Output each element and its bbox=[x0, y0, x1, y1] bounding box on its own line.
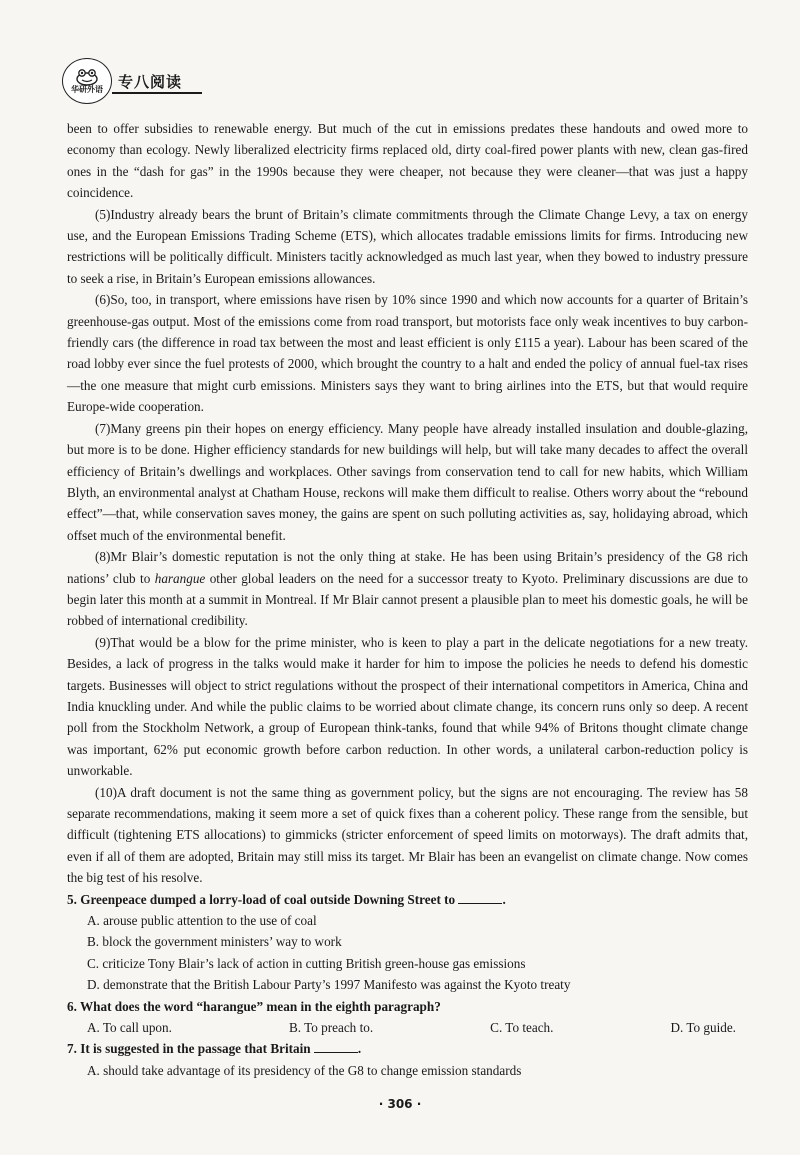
paragraph-8-before: (8)Mr Blair’s domestic reputation is not the only thing at stake. He has been using Britain’s presidency of the G8 rich nations’ club to bbox=[67, 549, 748, 586]
answer-blank bbox=[314, 1040, 358, 1053]
question-6-option-d: D. To guide. bbox=[670, 1020, 736, 1036]
paragraph-continuation: been to offer subsidies to renewable energy. But much of the cut in emissions predates these handouts and owed more to economy than ecology. Newly liberalized electricity firms replaced old, dirty coal-fired power plants with new, clean gas-fired ones in the “dash for gas” in the 1990s because they were cheaper, not because they were cleaner—that was just a happy coincidence. bbox=[67, 121, 748, 201]
series-title: 专八阅读 bbox=[118, 72, 183, 91]
question-5-end: . bbox=[502, 891, 506, 907]
header-divider bbox=[112, 92, 202, 94]
question-7-end: . bbox=[357, 1041, 362, 1057]
page-header bbox=[62, 58, 182, 104]
paragraph-8 bbox=[67, 546, 748, 632]
question-6-option-a: A. To call upon. bbox=[87, 1020, 172, 1036]
publisher-logo bbox=[62, 58, 112, 104]
paragraph-9: (9)That would be a blow for the prime minister, who is keen to play a part in the delicate negotiations for a new treaty. Besides, a lack of progress in the talks would make it harder for him to impose the policies he needs to defend his domestic targets. Businesses will object to strict regulations without the prospect of their international competitors in America, China and India knuckling under. And while the public claims to be worried about climate change, its concern runs only so deep. A recent poll from the Stockholm Network, a group of European think-tanks, found that while 94% of Britons thought climate change was important, 62% put economic growth before carbon reduction. In other words, a unilateral carbon-reduction policy is unworkable. bbox=[67, 634, 748, 779]
question-5-stem: 5. Greenpeace dumped a lorry-load of coal outside Downing Street to bbox=[67, 891, 456, 907]
question-5-option-a: A. arouse public attention to the use of coal bbox=[87, 913, 317, 929]
question-7-stem: 7. It is suggested in the passage that Britain bbox=[67, 1041, 311, 1057]
logo-text: 华研外语 bbox=[71, 85, 103, 94]
question-6: 6. What does the word “harangue” mean in the eighth paragraph? bbox=[67, 998, 441, 1014]
paragraph-5: (5)Industry already bears the brunt of Britain’s climate commitments through the Climate Change Levy, a tax on energy use, and the European Emissions Trading Scheme (ETS), which allocates tradable emissions limits for firms. Introducing new restrictions will be politically difficult. Ministers tacitly acknowledged as much last year, when they bowed to industry pressure to seek a rise, in Britain’s European emissions allowances. bbox=[67, 206, 748, 286]
question-5-option-c: C. criticize Tony Blair’s lack of action in cutting British green-house gas emissions bbox=[87, 955, 526, 971]
paragraph-8-after: other global leaders on the need for a successor treaty to Kyoto. Preliminary discussions are due to begin later this month at a summit in Montreal. If Mr Blair cannot present a plausible plan to meet his domestic goals, he will be robbed of international credibility. bbox=[67, 570, 748, 629]
question-6-options bbox=[67, 1017, 748, 1038]
question-6-option-c: C. To teach. bbox=[490, 1020, 554, 1036]
question-5-option-d: D. demonstrate that the British Labour Party’s 1997 Manifesto was against the Kyoto treaty bbox=[87, 977, 571, 993]
paragraph-8-italic-word: harangue bbox=[154, 570, 206, 586]
reading-passage bbox=[67, 118, 748, 1081]
paragraph-7: (7)Many greens pin their hopes on energy efficiency. Many people have already installed insulation and double-glazing, but more is to be done. Higher efficiency standards for new buildings will help, but will take many decades to affect the overall efficiency of Britain’s dwellings and workplaces. Other savings from conservation tend to call for new habits, which William Blyth, an environmental analyst at Chatham House, reckons will make them difficult to realise. Others worry about the “rebound effect”—that, while conservation saves money, the gains are spent on such polluting activities as, say, holidaying abroad, which offset much of the environmental benefit. bbox=[67, 420, 748, 543]
question-6-option-b: B. To preach to. bbox=[288, 1020, 374, 1036]
question-7-option-a: A. should take advantage of its presidency of the G8 to change emission standards bbox=[87, 1062, 522, 1078]
answer-blank bbox=[458, 891, 502, 904]
frog-icon bbox=[74, 68, 100, 86]
paragraph-6: (6)So, too, in transport, where emissions have risen by 10% since 1990 and which now accounts for a quarter of Britain’s greenhouse-gas output. Most of the emissions come from road transport, but motorists face only weak incentives to buy carbon-friendly cars (the difference in road tax between the most and least efficient is only £115 a year). Labour has been scared of the road lobby ever since the fuel protests of 2000, which brought the country to a halt and ended the policy of annual fuel-tax rises—the one measure that might curb emissions. Ministers says they want to bring airlines into the ETS, but that would require Europe-wide cooperation. bbox=[67, 292, 748, 415]
page-number: · 306 · bbox=[378, 1097, 422, 1111]
question-5 bbox=[67, 889, 748, 910]
paragraph-10: (10)A draft document is not the same thing as government policy, but the signs are not encouraging. The review has 58 separate recommendations, making it seem more a set of quick fixes than a coherent policy. These range from the sensible, but difficult (tightening ETS allocations) to gimmicks (stricter enforcement of speed limits on motorways). The draft admits that, even if all of them are adopted, Britain may still miss its target. Mr Blair has been an evangelist on climate change. Now comes the big test of his resolve. bbox=[67, 784, 748, 886]
question-5-option-b: B. block the government ministers’ way to work bbox=[87, 934, 342, 950]
question-7 bbox=[67, 1038, 748, 1059]
